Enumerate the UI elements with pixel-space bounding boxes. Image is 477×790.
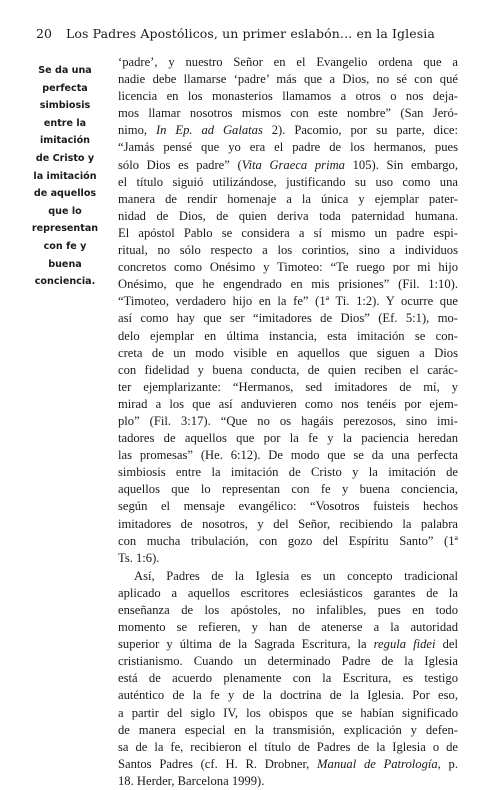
margin-note [24, 62, 106, 291]
paragraph-2 [118, 568, 458, 790]
text-line: sólo Dios es padre” (Vita Graeca prima 105). Sin embargo, [118, 157, 458, 172]
text-line: creta de un modo visible en aquellos que siguen a Dios [118, 345, 458, 360]
text-line: ritual, no sólo respecto a los corintios, sino a individuos [118, 243, 458, 258]
running-header [36, 26, 456, 41]
text-line: momento se refieren, y han de atenerse a la autoridad [118, 620, 458, 635]
paragraph-1 [118, 54, 458, 567]
text-line: aquellos que lo representan con fe y buena conciencia, [118, 482, 458, 497]
text-line: concretos como Onésimo y Timoteo: “Te ruego por mi hijo [118, 260, 458, 275]
text-line: Ts. 1:6). [118, 550, 160, 565]
text-line: cristianismo. Cuando un determinado Padre de la Iglesia [118, 654, 458, 669]
text-line: tadores de aquellos que por la fe y la paciencia heredan [118, 431, 458, 446]
margin-note-line: entre la [43, 117, 87, 129]
text-line: auténtico de la fe y de la doctrina de la Iglesia. Por eso, [118, 688, 458, 703]
text-line: nidad de Dios, de quien deriva toda paternidad humana. [118, 208, 458, 223]
margin-note-line: que lo [48, 205, 82, 217]
text-line: mirad a los que así anduvieren como nos tenéis por ejem- [118, 396, 458, 411]
text-line: de manera especial en la transmisión, explicación y defen- [118, 722, 458, 737]
running-title: Los Padres Apostólicos, un primer eslabón… en la Iglesia [66, 26, 435, 41]
margin-note-line: de Cristo y [35, 152, 95, 164]
text-line: nadie debe llamarse ‘padre’ más que a Dios, no sé con qué [118, 72, 458, 87]
page-number: 20 [36, 26, 53, 41]
text-line: delo ejemplar en última instancia, esta imitación se con- [118, 328, 458, 343]
body-text [118, 54, 458, 790]
text-line: aplicado a aquellos escritores eclesiásticos garantes de la [118, 585, 458, 600]
text-line: El apóstol Pablo se considera a sí mismo un padre espi- [118, 225, 458, 240]
text-line: sa de la fe, recibieron el título de Padres de la Iglesia o de [118, 739, 458, 754]
text-line: así como hay que ser “imitadores de Dios” (Ef. 5:1), mo- [118, 311, 458, 326]
text-line: “Jamás pensé que yo era el padre de los hermanos, pues [118, 140, 458, 155]
text-line: licencia en los monasterios llamamos a otros o nos deja- [118, 89, 458, 104]
margin-note-line: conciencia. [34, 276, 96, 288]
text-line: ‘padre’, y nuestro Señor en el Evangelio ordena que a [118, 55, 458, 69]
margin-note-line: representan [31, 223, 99, 235]
margin-note-line: simbiosis [39, 100, 91, 112]
margin-note-line: imitación [39, 135, 91, 147]
text-line: a partir del siglo IV, los obispos que se habían significado [118, 705, 458, 720]
text-line: nimo, In Ep. ad Galatas 2). Pacomio, por su parte, dice: [118, 123, 459, 138]
text-line: las promesas” (He. 6:12). De modo que se da una perfecta [118, 448, 458, 463]
margin-note-line: buena [48, 258, 82, 270]
text-line: mos llamar nosotros mismos con este nombre” (San Jeró- [118, 106, 458, 121]
text-line: con mucha tribulación, con gozo del Espíritu Santo” (1ª [118, 533, 458, 548]
text-line: ter ejemplarizante: “Hermanos, sed imitadores de mí, y [118, 379, 458, 394]
text-line: simbiosis entre la imitación de Cristo y la imitación de [118, 465, 458, 480]
text-line: Santos Padres (cf. H. R. Drobner, Manual de Patrología, p. [118, 756, 458, 771]
margin-note-line: Se da una [38, 65, 92, 76]
text-line: el título siguió utilizándose, justificando su uso como una [118, 174, 458, 189]
text-line: Así, Padres de la Iglesia es un concepto tradicional [134, 568, 458, 583]
margin-note-line: perfecta [42, 82, 88, 94]
text-line: enseñanza de los apóstoles, no infalibles, pues en todo [118, 603, 458, 617]
text-line: 18. Herder, Barcelona 1999). [118, 773, 265, 788]
text-line: con fidelidad y buena conducta, de quien reciben el carác- [118, 362, 458, 377]
text-line: “Timoteo, verdadero hijo en la fe” (1ª Ti. 1:2). Y ocurre que [118, 294, 458, 309]
text-line: imitadores de nosotros, y del Señor, recibiendo la palabra [118, 516, 458, 531]
text-line: según el mensaje evangélico: “Vosotros fuisteis hechos [118, 499, 458, 514]
text-line: está de acuerdo plenamente con la Escritura, es testigo [118, 671, 458, 686]
text-line: plo” (Fil. 3:17). “Que no os hagáis perezosos, sino imi- [118, 413, 458, 428]
margin-note-line: con fe y [43, 240, 87, 252]
text-line: manera de rendir homenaje a la única y ejemplar pater- [118, 191, 458, 206]
text-line: Onésimo, que he engendrado en mis prisiones” (Fil. 1:10). [118, 277, 458, 292]
margin-note-line: la imitación [33, 170, 97, 182]
text-line: superior y última de la Sagrada Escritura, la regula fidei del [118, 637, 458, 652]
margin-note-line: de aquellos [33, 188, 97, 200]
